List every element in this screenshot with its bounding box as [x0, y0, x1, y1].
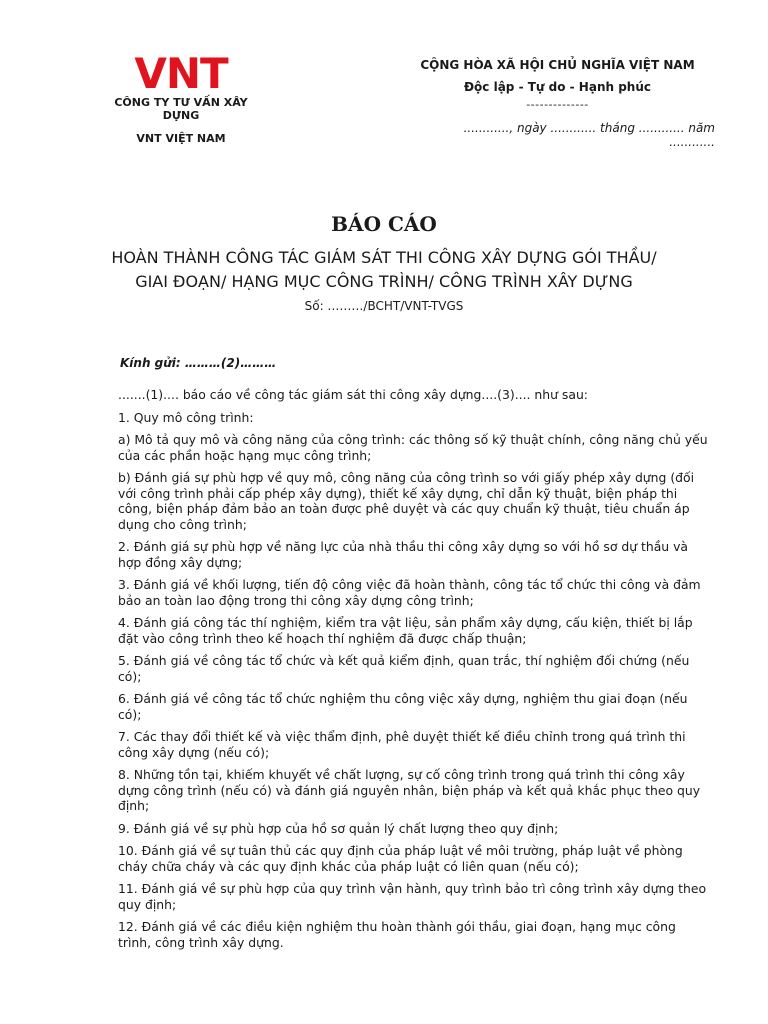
body-paragraph: 5. Đánh giá về công tác tổ chức và kết quả kiểm định, quan trắc, thí nghiệm đối chứng (nếu có); — [118, 653, 690, 684]
body-paragraph: 12. Đánh giá về các điều kiện nghiệm thu hoàn thành gói thầu, giai đoạn, hạng mục công trình, công trình xây dựng. — [118, 919, 676, 950]
body-paragraph: 4. Đánh giá công tác thí nghiệm, kiểm tra vật liệu, sản phẩm xây dựng, cấu kiện, thiết bị lắp đặt vào công trình theo kế hoạch thí nghiệm đã được chấp thuận; — [118, 615, 693, 646]
national-header — [400, 58, 715, 149]
national-motto: Độc lập - Tự do - Hạnh phúc — [464, 80, 651, 94]
body-paragraph: 2. Đánh giá sự phù hợp về năng lực của nhà thầu thi công xây dựng so với hồ sơ dự thầu và hợp đồng xây dựng; — [118, 539, 689, 570]
report-body — [118, 387, 712, 957]
date-line-1: ............, ngày ............ tháng ............ năm — [463, 121, 715, 135]
subtitle-line-2: GIAI ĐOẠN/ HẠNG MỤC CÔNG TRÌNH/ CÔNG TRÌNH XÂY DỰNG — [135, 272, 633, 291]
body-paragraph: a) Mô tả quy mô và công năng của công trình: các thông số kỹ thuật chính, công năng chủ yếu của các phần hoặc hạng mục công trình; — [118, 432, 708, 463]
body-paragraph: 8. Những tồn tại, khiếm khuyết về chất lượng, sự cố công trình trong quá trình thi công xây dựng công trình (nếu có) và đánh giá nguyên nhân, biện pháp và kết quả khắc phục theo quy định; — [118, 767, 701, 813]
body-paragraph: 6. Đánh giá về công tác tổ chức nghiệm thu công việc xây dựng, nghiệm thu giai đoạn (nếu có); — [118, 691, 688, 722]
nation-title: CỘNG HÒA XÃ HỘI CHỦ NGHĨA VIỆT NAM — [420, 58, 695, 72]
report-title: BÁO CÁO — [331, 212, 437, 236]
body-paragraph: 9. Đánh giá về sự phù hợp của hồ sơ quản lý chất lượng theo quy định; — [118, 820, 559, 836]
vnt-logo — [133, 52, 229, 92]
body-paragraph: 1. Quy mô công trình: — [118, 409, 254, 425]
header-separator: -------------- — [526, 98, 589, 111]
company-header — [96, 52, 266, 145]
company-sub-name: VNT VIỆT NAM — [136, 132, 226, 145]
date-line-2: ............ — [669, 135, 715, 149]
body-paragraph: 11. Đánh giá về sự phù hợp của quy trình vận hành, quy trình bảo trì công trình xây dựng theo quy định; — [118, 881, 707, 912]
recipient-line: Kính gửi: ………(2)……… — [120, 356, 277, 370]
report-subtitle — [64, 246, 704, 294]
body-paragraph: 10. Đánh giá về sự tuân thủ các quy định của pháp luật về môi trường, pháp luật về phòng cháy chữa cháy và các quy định khác của pháp luật có liên quan (nếu có); — [118, 843, 683, 874]
report-number: Số: ………/BCHT/VNT-TVGS — [304, 299, 464, 313]
subtitle-line-1: HOÀN THÀNH CÔNG TÁC GIÁM SÁT THI CÔNG XÂY DỰNG GÓI THẦU/ — [111, 248, 657, 267]
svg-text:VNT: VNT — [134, 52, 228, 92]
body-paragraph: 7. Các thay đổi thiết kế và việc thẩm định, phê duyệt thiết kế điều chỉnh trong quá trình thi công xây dựng (nếu có); — [118, 729, 686, 760]
body-paragraph: b) Đánh giá sự phù hợp về quy mô, công năng của công trình so với giấy phép xây dựng (đối với công trình phải cấp phép xây dựng), thiết kế xây dựng, chỉ dẫn kỹ thuật, biện pháp thi công, biện pháp đảm bảo an toàn được phê duyệt và các quy chuẩn kỹ thuật, tiêu chuẩn áp dụng cho công trình; — [118, 470, 695, 532]
body-paragraph: .......(1).... báo cáo về công tác giám sát thi công xây dựng....(3).... như sau: — [118, 387, 588, 402]
company-name: CÔNG TY TƯ VẤN XÂY DỰNG — [114, 96, 248, 122]
date-line — [400, 121, 715, 149]
body-paragraph: 3. Đánh giá về khối lượng, tiến độ công việc đã hoàn thành, công tác tổ chức thi công và đảm bảo an toàn lao động trong thi công xây dựng công trình; — [118, 577, 701, 608]
